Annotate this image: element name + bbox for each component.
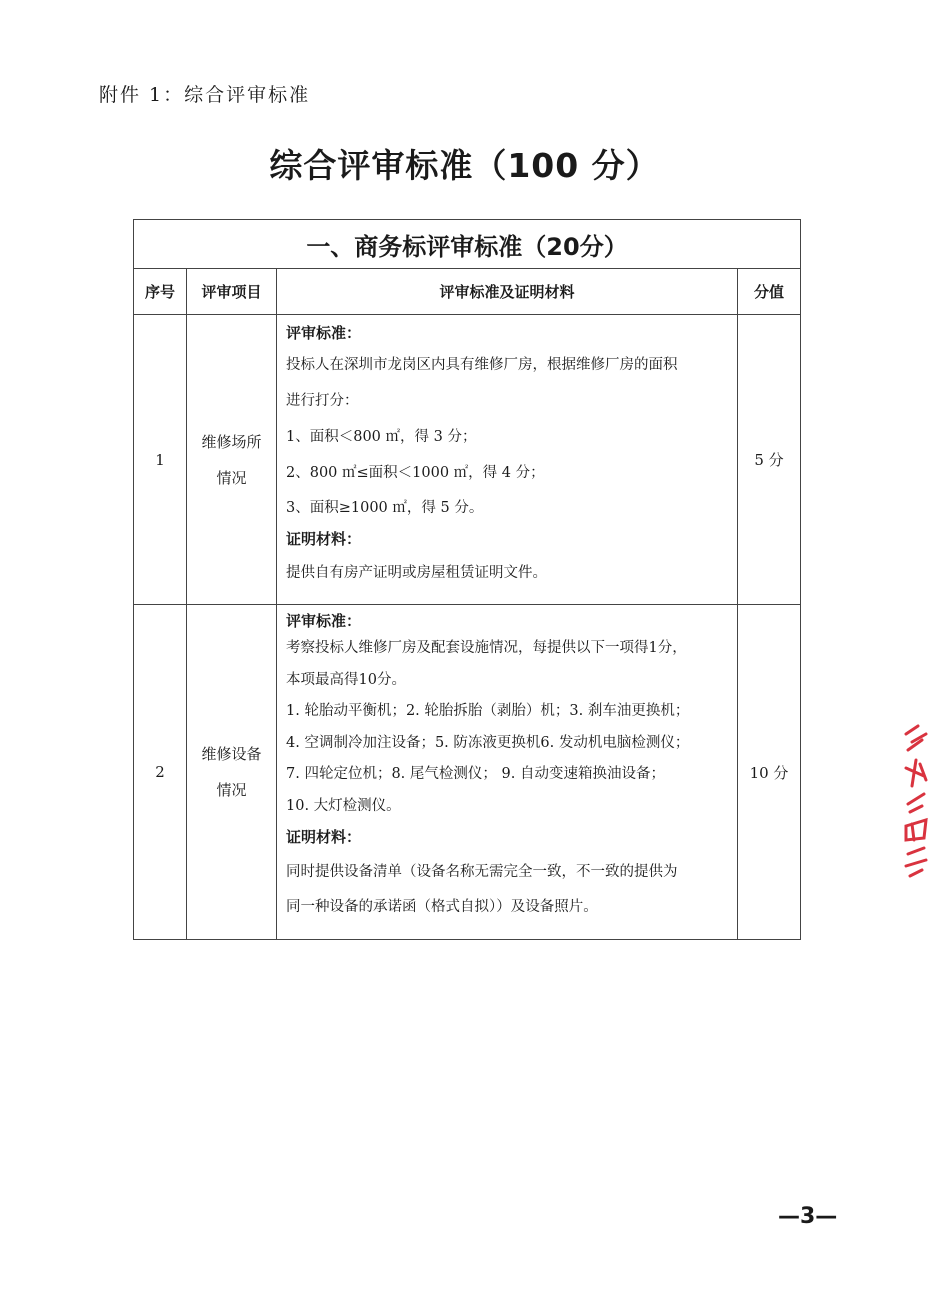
proof-line: 同一种设备的承诺函（格式自拟））及设备照片。 [286,899,598,915]
criteria-line: 投标人在深圳市龙岗区内具有维修厂房，根据维修厂房的面积 [286,357,678,373]
score-value: 10 分 [738,605,801,940]
review-item-line: 维修场所 [201,432,262,451]
criteria-line: 4. 空调制冷加注设备；5. 防冻液更换机6. 发动机电脑检测仪； [286,734,690,751]
score-value: 5 分 [738,315,801,605]
criteria-cell [277,315,738,605]
review-item-line: 情况 [216,781,247,799]
criteria-line: 7. 四轮定位机；8. 尾气检测仪； 9. 自动变速箱换油设备； [286,766,665,782]
proof-line: 同时提供设备清单（设备名称无需完全一致，不一致的提供为 [286,864,678,880]
review-item-line: 情况 [216,468,247,487]
criteria-line: 10. 大灯检测仪。 [286,797,401,814]
page-number: —3— [778,1204,838,1229]
row-number: 2 [134,605,187,940]
criteria-line: 2、800 ㎡≤面积＜1000 ㎡，得 4 分； [286,465,545,481]
review-standards-table [133,219,801,940]
criteria-line: 考察投标人维修厂房及配套设施情况，每提供以下一项得1分， [286,640,687,656]
criteria-cell [277,605,738,940]
table-row [134,605,801,940]
table-row [134,315,801,605]
criteria-label: 评审标准： [286,612,362,630]
proof-line: 提供自有房产证明或房屋租赁证明文件。 [286,565,547,581]
criteria-line: 1、面积＜800 ㎡，得 3 分； [286,429,477,445]
proof-label: 证明材料： [286,530,362,548]
review-item [187,315,277,605]
criteria-line: 本项最高得10分。 [286,671,406,688]
review-item-line: 维修设备 [201,745,262,763]
criteria-line: 进行打分： [286,393,359,409]
row-number: 1 [134,315,187,605]
header-criteria: 评审标准及证明材料 [277,269,738,315]
criteria-line: 3、面积≥1000 ㎡，得 5 分。 [286,500,484,516]
seal-stamp-icon [898,720,929,880]
table-header-row [134,269,801,315]
header-no: 序号 [134,269,187,315]
proof-label: 证明材料： [286,828,362,846]
attachment-label: 附件 1：综合评审标准 [99,84,311,106]
review-item [187,605,277,940]
criteria-line: 1. 轮胎动平衡机；2. 轮胎拆胎（剥胎）机；3. 刹车油更换机； [286,703,690,719]
page-title: 综合评审标准（100 分） [269,146,660,185]
criteria-label: 评审标准： [286,324,362,342]
section-title: 一、商务标评审标准（20分） [134,220,801,269]
header-item: 评审项目 [187,269,277,315]
header-score: 分值 [738,269,801,315]
